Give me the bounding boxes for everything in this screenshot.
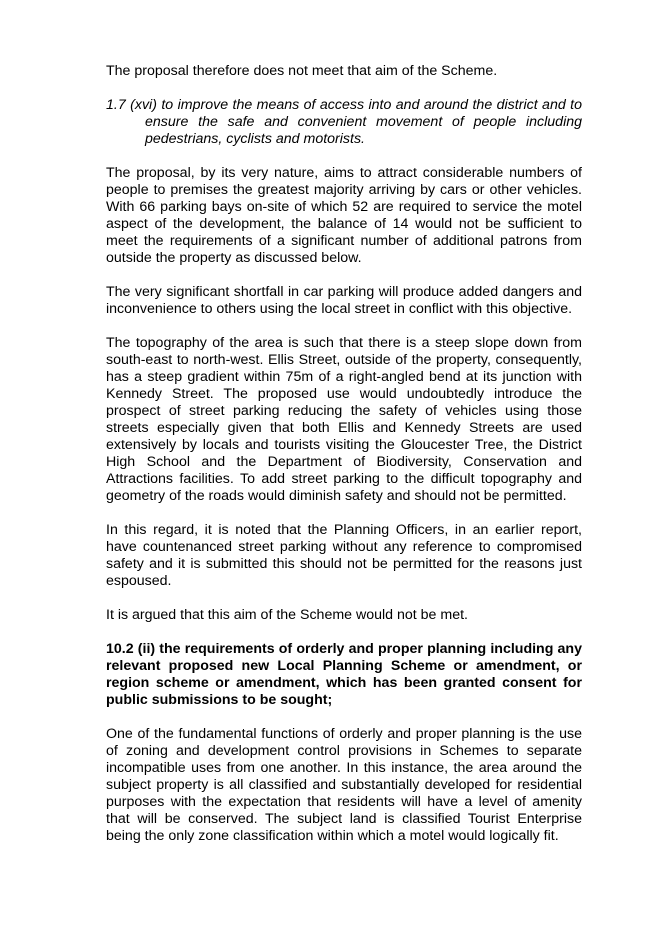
paragraph-zoning: One of the fundamental functions of orderly and proper planning is the use of zoning and development control provisions in Schemes to separate incompatible uses from one another. In this instance, the area around the subject property is all classified and substantially developed for residential purposes with the expectation that residents will have a level of amenity that will be conserved. The subject land is classified Tourist Enterprise being the only zone classification within which a motel would logically fit. (106, 726, 582, 844)
paragraph-topography: The topography of the area is such that there is a steep slope down from south-east to north-west. Ellis Street, outside of the property, consequently, has a steep gradient within 75m of a right-angled bend at its junction with Kennedy Street. The proposed use would undoubtedly introduce the prospect of street parking reducing the safety of vehicles using those streets especially given that both Ellis and Kennedy Streets are used extensively by locals and tourists visiting the Gloucester Tree, the District High School and the Department of Biodiversity, Conservation and Attractions facilities. To add street parking to the difficult topography and geometry of the roads would diminish safety and should not be permitted. (106, 335, 582, 504)
planning-requirement-heading: 10.2 (ii) the requirements of orderly and proper planning including any relevant proposed new Local Planning Scheme or amendment, or region scheme or amendment, which has been granted consent for public submissions to be sought; (106, 641, 582, 708)
paragraph-planning-officers: In this regard, it is noted that the Planning Officers, in an earlier report, have countenanced street parking without any reference to compromised safety and it is submitted this should not be permitted for the reasons just espoused. (106, 522, 582, 589)
paragraph-parking-balance: The proposal, by its very nature, aims to attract considerable numbers of people to premises the greatest majority arriving by cars or other vehicles. With 66 parking bays on-site of which 52 are required to service the motel aspect of the development, the balance of 14 would not be sufficient to meet the requirements of a significant number of additional patrons from outside the property as discussed below. (106, 165, 582, 266)
paragraph-conclusion-2: It is argued that this aim of the Scheme would not be met. (106, 607, 468, 623)
paragraph-parking-shortfall: The very significant shortfall in car parking will produce added dangers and inconvenience to others using the local street in conflict with this objective. (106, 284, 582, 317)
document-page (106, 63, 582, 845)
paragraph-conclusion-1: The proposal therefore does not meet that aim of the Scheme. (106, 63, 498, 79)
scheme-objective-heading: 1.7 (xvi) to improve the means of access into and around the district and to ensure the safe and convenient movement of people including pedestrians, cyclists and motorists. (106, 97, 582, 147)
